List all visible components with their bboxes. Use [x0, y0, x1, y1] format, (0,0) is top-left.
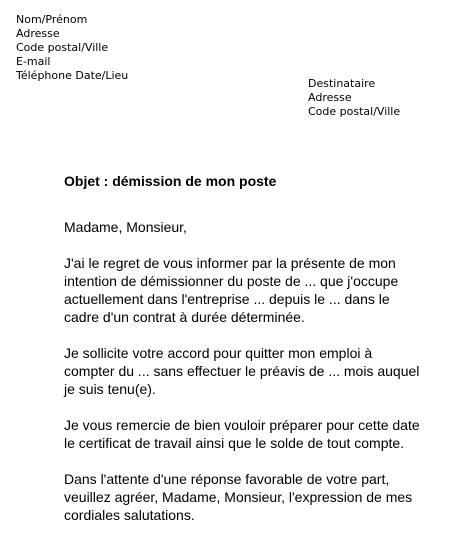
paragraph-line: cadre d'un contrat à durée déterminée. — [64, 309, 305, 325]
recipient-name: Destinataire — [308, 77, 376, 90]
paragraph-line: actuellement dans l'entreprise ... depuis le ... dans le — [64, 291, 390, 307]
letter-greeting: Madame, Monsieur, — [64, 219, 187, 235]
recipient-block — [308, 77, 400, 119]
paragraph-line: le certificat de travail ainsi que le solde de tout compte. — [64, 435, 405, 451]
letter-subject: Objet : démission de mon poste — [64, 173, 277, 189]
sender-email: E-mail — [16, 55, 51, 68]
paragraph-documents-request — [64, 416, 464, 452]
paragraph-line: Je sollicite votre accord pour quitter mon emploi à — [64, 345, 373, 361]
sender-postal-city: Code postal/Ville — [16, 41, 109, 54]
paragraph-line: Je vous remercie de bien vouloir préparer pour cette date — [64, 417, 420, 433]
sender-name: Nom/Prénom — [16, 13, 88, 26]
paragraph-line: intention de démissionner du poste de ... que j'occupe — [64, 273, 399, 289]
recipient-address: Adresse — [308, 91, 352, 104]
paragraph-notice-request — [64, 344, 464, 398]
letter-body — [64, 218, 464, 542]
paragraph-line: compter du ... sans effectuer le préavis de ... mois auquel — [64, 363, 420, 379]
paragraph-line: Dans l'attente d'une réponse favorable de votre part, — [64, 471, 390, 487]
paragraph-line: J'ai le regret de vous informer par la présente de mon — [64, 255, 396, 271]
sender-phone-date-place: Téléphone Date/Lieu — [16, 69, 129, 82]
recipient-postal-city: Code postal/Ville — [308, 105, 401, 118]
paragraph-line: veuillez agréer, Madame, Monsieur, l'expression de mes — [64, 489, 413, 505]
paragraph-closing — [64, 470, 464, 524]
paragraph-line: je suis tenu(e). — [64, 381, 156, 397]
sender-address: Adresse — [16, 27, 60, 40]
sender-block — [16, 13, 128, 83]
paragraph-resignation-intent — [64, 254, 464, 326]
paragraph-line: cordiales salutations. — [64, 507, 195, 523]
